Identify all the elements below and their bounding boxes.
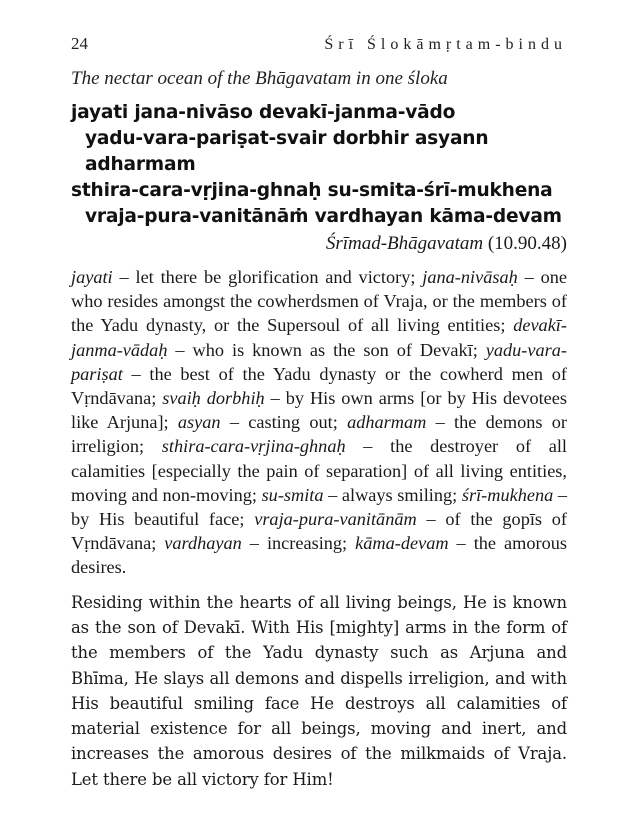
synonym-meaning: the demons or irreligion; [71,412,567,457]
synonym-meaning: by His own arms [or by His devotees like Arjuna]; [71,388,568,433]
running-title: Śrī Ślokāmṛtam-bindu [324,36,567,53]
synonym-meaning: of the gopīs of Vṛndāvana; [71,509,568,554]
synonym-term: vardhayan [164,533,242,554]
synonym-meaning: by His beautiful face; [71,509,245,530]
verse-line: vraja-pura-vanitānāṁ vardhayan kāma-devam [85,206,562,227]
synonym-term: jayati [71,267,113,287]
synonym-term: devakī-janma-vādaḥ [71,315,567,360]
synonym-meaning: let there be glorification and victory; [135,267,416,287]
page-header [71,34,567,58]
synonym-meaning: the amorous desires. [71,533,567,578]
synonym-term: śrī-mukhena [461,484,554,505]
synonym-term: su-smita [261,484,324,505]
section-subtitle: The nectar ocean of the Bhāgavatam in one śloka [71,68,448,89]
synonyms-paragraph: jayati – let there be glorification and victory; jana-nivāsaḥ – one who resides amongst the cowherdsmen of Vraja, or the members of the Yadu dynasty, or the Supersoul of all living entities; devakī-janma-vādaḥ – who is known as the son of Devakī; yadu-vara-pariṣat – the best of the Yadu dynasty or the cowherd men of Vṛndāvana; svaiḥ dorbhiḥ – by His own arms [or by His devotees like Arjuna]; asyan – casting out; adharmam – the demons or irreligion; sthira-cara-vṛjina-ghnaḥ – the destroyer of all calamities [especially the pain of separation] of all living entities, moving and non-moving; su-smita – always smiling; śrī-mukhena – by His beautiful face; vraja-pura-vanitānām – of the gopīs of Vṛndāvana; vardhayan – increasing; kāma-devam – the amorous desires. [71,267,568,578]
synonym-term: sthira-cara-vṛjina-ghnaḥ [161,436,346,457]
synonym-term: yadu-vara-pariṣat [71,339,567,384]
synonym-meaning: always smiling; [341,484,458,505]
synonym-term: jana-nivāsaḥ [422,267,518,287]
source-reference: (10.90.48) [487,233,567,254]
verse-line: jayati jana-nivāso devakī-janma-vādo [71,102,456,123]
source-title: Śrīmad-Bhāgavatam [325,233,484,254]
synonym-meaning: the best of the Yadu dynasty or the cowherd men of Vṛndāvana; [71,363,567,409]
synonym-term: svaiḥ dorbhiḥ [162,388,265,409]
synonym-meaning: the destroyer of all calamities [especially the pain of separation] of all living entities, moving and non-moving; [71,436,567,505]
synonym-meaning: casting out; [248,412,338,433]
verse-line: yadu-vara-pariṣat-svair dorbhir asyann adharmam [85,128,489,175]
synonym-meaning: increasing; [266,533,348,554]
verse-block [71,100,567,230]
page [71,34,567,792]
synonym-term: asyan [177,412,221,433]
translation-paragraph: Residing within the hearts of all living beings, He is known as the son of Devakī. With His [mighty] arms in the form of the members of the Yadu dynasty such as Arjuna and Bhīma, He slays all demons and dispells irreligion, and with His beautiful smiling face He destroys all calamities of material existence for all beings, moving and inert, and increases the amorous desires of the milkmaids of Vraja. Let there be all victory for Him! [71,592,567,789]
page-number: 24 [71,34,88,53]
synonym-meaning: who is known as the son of Devakī; [192,339,478,360]
synonym-term: vraja-pura-vanitānām [254,509,417,530]
verse-line: sthira-cara-vṛjina-ghnaḥ su-smita-śrī-mukhena [71,180,553,201]
synonym-term: kāma-devam [355,533,449,554]
synonym-meaning: one who resides amongst the cowherdsmen of Vraja, or the members of the Yadu dynasty, or the Supersoul of all living entities; [71,267,567,336]
synonym-term: adharmam [347,412,427,433]
verse-source [71,233,567,255]
